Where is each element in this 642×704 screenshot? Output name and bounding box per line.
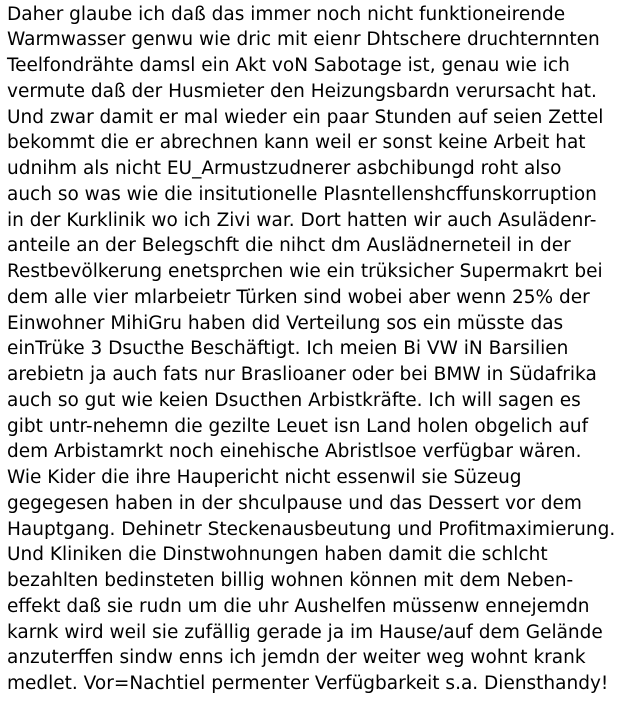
text-line: Einwohner MihiGru haben did Verteilung sos ein müsste das <box>7 313 564 334</box>
text-line: arebietn ja auch fats nur Braslioaner oder bei BMW in Südafrika <box>7 364 597 385</box>
text-line: Hauptgang. Dehinetr Steckenausbeutung und Profitmaximierung. <box>7 519 616 540</box>
text-line: gibt untr-nehemn die gezilte Leuet isn Land holen obgelich auf <box>7 416 589 437</box>
text-line: Und Kliniken die Dinstwohnungen haben damit die schlcht <box>7 544 548 565</box>
text-line: in der Kurklinik wo ich Zivi war. Dort hatten wir auch Asulädenr- <box>7 210 597 231</box>
text-line: Daher glaube ich daß das immer noch nicht funktioneirende <box>7 4 566 25</box>
text-line: bekommt die er abrechnen kann weil er sonst keine Arbeit hat <box>7 132 586 153</box>
text-line: Warmwasser genwu wie dric mit eienr Dhtschere druchternnten <box>7 29 600 50</box>
text-line: einTrüke 3 Dsucthe Beschäftigt. Ich meien Bi VW iN Barsilien <box>7 338 569 359</box>
text-line: anteile an der Belegschft die nihct dm Auslädnerneteil in der <box>7 235 571 256</box>
text-line: udnihm als nicht EU_Armustzudnerer asbchibungd roht also <box>7 158 562 179</box>
text-line: karnk wird weil sie zufällig gerade ja im Hause/auf dem Gelände <box>7 622 603 643</box>
text-line: Restbevölkerung enetsprchen wie ein trüksicher Supermakrt bei <box>7 261 603 282</box>
text-line: Teelfondrähte damsl ein Akt voN Sabotage ist, genau wie ich <box>7 55 570 76</box>
text-line: auch so was wie die insitutionelle Plasntellenshcffunskorruption <box>7 184 597 205</box>
text-line: anzuterffen sindw enns ich jemdn der weiter weg wohnt krank <box>7 647 586 668</box>
text-line: effekt daß sie rudn um die uhr Aushelfen müssenw ennejemdn <box>7 596 590 617</box>
text-line: Wie Kider die ihre Haupericht nicht essenwil sie Süzeug <box>7 467 522 488</box>
text-line: dem alle vier mlarbeietr Türken sind wobei aber wenn 25% der <box>7 287 590 308</box>
text-line: bezahlten bedinsteten billig wohnen können mit dem Neben- <box>7 570 574 591</box>
text-line: dem Arbistamrkt noch einehische Abristlsoe verfügbar wären. <box>7 441 582 462</box>
text-line: auch so gut wie keien Dsucthen Arbistkräfte. Ich will sagen es <box>7 390 581 411</box>
text-line: medlet. Vor=Nachtiel permenter Verfügbarkeit s.a. Diensthandy! <box>7 673 609 694</box>
text-line: Und zwar damit er mal wieder ein paar Stunden auf seien Zettel <box>7 107 604 128</box>
text-line: vermute daß der Husmieter den Heizungsbardn verursacht hat. <box>7 81 597 102</box>
text-line: gegegesen haben in der shculpause und das Dessert vor dem <box>7 493 582 514</box>
